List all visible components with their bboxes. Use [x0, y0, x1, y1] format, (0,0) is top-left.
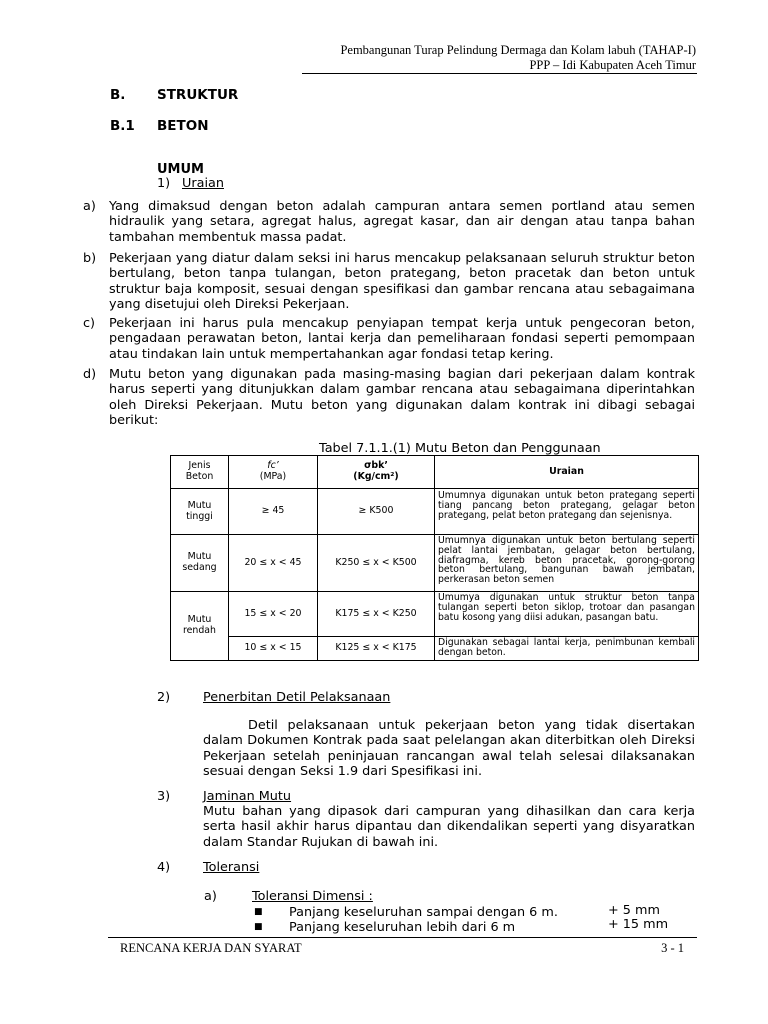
bullet-icon: ■	[254, 922, 263, 932]
header-uraian: Uraian	[435, 456, 699, 489]
row-jenis-line1: Mutu	[187, 499, 212, 511]
paragraph-d: Mutu beton yang digunakan pada masing-masing bagian dari pekerjaan dalam kontrak harus seperti yang ditunjukkan dalam gambar rencana atau sebagaimana diperintahkan oleh Direksi Pekerjaan. Mutu beton yang digunakan dalam kontrak ini dibagi sebagai berikut:	[109, 367, 695, 428]
umum-heading: UMUM	[157, 162, 204, 177]
row-uraian: Digunakan sebagai lantai kerja, penimbunan kembali dengan beton.	[435, 637, 699, 661]
header-location: PPP – Idi Kabupaten Aceh Timur	[529, 58, 696, 72]
item-4-number: 4)	[157, 860, 171, 875]
item-4-title: Toleransi	[203, 860, 260, 875]
header-jenis-beton	[171, 456, 229, 489]
row-fc: 15 ≤ x < 20	[229, 592, 318, 637]
footer-page-number: 3 - 1	[661, 941, 684, 955]
row-uraian: Umumnya digunakan untuk beton bertulang seperti pelat lantai jembatan, gelagar beton bertulang, diafragma, kereb beton pracetak, gorong-gorong beton bertulang, bangunan bawah jembatan, perkerasan beton semen	[435, 535, 699, 592]
header-rule	[302, 73, 697, 74]
tolerance-item-text: Panjang keseluruhan lebih dari 6 m	[289, 920, 516, 935]
table-row	[171, 637, 699, 661]
row-sbk: ≥ K500	[318, 489, 435, 535]
table-row	[171, 489, 699, 535]
row-jenis-line2: sedang	[182, 562, 217, 573]
paragraph-d-label: d)	[83, 367, 97, 382]
row-jenis-line2: rendah	[183, 625, 216, 636]
row-sbk: K125 ≤ x < K175	[318, 637, 435, 661]
tolerance-item-value: + 15 mm	[608, 917, 669, 932]
row-jenis	[171, 489, 229, 535]
header-fc	[229, 456, 318, 489]
tolerance-item-text: Panjang keseluruhan sampai dengan 6 m.	[289, 905, 558, 920]
bullet-icon: ■	[254, 907, 263, 917]
row-fc: 20 ≤ x < 45	[229, 535, 318, 592]
item-3-text: Mutu bahan yang dipasok dari campuran yang dihasilkan dan cara kerja serta hasil akhir harus dipantau dan dikendalikan seperti yang disyaratkan dalam Standar Rujukan di bawah ini.	[203, 804, 695, 850]
footer-document-title: RENCANA KERJA DAN SYARAT	[120, 941, 302, 955]
uraian-heading: Uraian	[182, 176, 224, 191]
paragraph-b: Pekerjaan yang diatur dalam seksi ini harus mencakup pelaksanaan seluruh struktur beton bertulang, beton tanpa tulangan, beton prategang, beton pracetak dan beton untuk struktur baja komposit, sesuai dengan spesifikasi dan gambar rencana atau sebagaimana yang disetujui oleh Direksi Pekerjaan.	[109, 251, 695, 312]
header-fc-line2: (MPa)	[259, 471, 287, 482]
section-title: STRUKTUR	[157, 87, 239, 103]
toleransi-a-label: a)	[204, 889, 217, 904]
table-caption: Tabel 7.1.1.(1) Mutu Beton dan Penggunaan	[319, 441, 601, 456]
footer-rule	[108, 937, 697, 938]
tolerance-item-value: + 5 mm	[608, 903, 660, 918]
row-uraian: Umumnya digunakan untuk beton prategang seperti tiang pancang beton prategang, gelagar beton prategang, pelat beton prategang dan sejenisnya.	[435, 489, 699, 535]
item-3-number: 3)	[157, 789, 171, 804]
row-jenis	[171, 535, 229, 592]
header-sbk-line2: (Kg/cm²)	[353, 471, 399, 482]
row-jenis	[171, 592, 229, 661]
item-2-text: Detil pelaksanaan untuk pekerjaan beton yang tidak disertakan dalam Dokumen Kontrak pada saat pelelangan akan diterbitkan oleh Direksi Pekerjaan setelah peninjauan rancangan awal telah selesai dilaksanakan sesuai dengan Seksi 1.9 dari Spesifikasi ini.	[203, 718, 695, 779]
subsection-number: B.1	[110, 118, 135, 134]
section-number: B.	[110, 87, 126, 103]
row-uraian: Umumya digunakan untuk struktur beton tanpa tulangan seperti beton siklop, trotoar dan pasangan batu kosong yang diisi adukan, pasangan batu.	[435, 592, 699, 637]
header-project-title: Pembangunan Turap Pelindung Dermaga dan Kolam labuh (TAHAP-I)	[340, 43, 696, 57]
header-sbk	[318, 456, 435, 489]
toleransi-dimensi-title: Toleransi Dimensi :	[252, 889, 373, 904]
item-2-title: Penerbitan Detil Pelaksanaan	[203, 690, 391, 705]
paragraph-c-label: c)	[83, 316, 96, 331]
paragraph-b-label: b)	[83, 251, 97, 266]
row-jenis-line1: Mutu	[187, 551, 212, 563]
header-jenis-line1: Jenis	[188, 460, 211, 472]
row-sbk: K250 ≤ x < K500	[318, 535, 435, 592]
row-fc: 10 ≤ x < 15	[229, 637, 318, 661]
header-sbk-line1: σbk’	[364, 460, 388, 472]
table-row	[171, 535, 699, 592]
table-header-row	[171, 456, 699, 489]
item-2-number: 2)	[157, 690, 171, 705]
paragraph-a-label: a)	[83, 199, 96, 214]
row-jenis-line1: Mutu	[187, 614, 212, 626]
subsection-title: BETON	[157, 118, 209, 134]
table-row	[171, 592, 699, 637]
row-jenis-line2: tinggi	[186, 510, 213, 522]
header-jenis-line2: Beton	[185, 471, 214, 482]
paragraph-c: Pekerjaan ini harus pula mencakup penyiapan tempat kerja untuk pengecoran beton, pengadaan perawatan beton, lantai kerja dan pemeliharaan fondasi seperti pemompaan atau tindakan lain untuk mempertahankan agar fondasi tetap kering.	[109, 316, 695, 362]
item-3-title: Jaminan Mutu	[203, 789, 292, 804]
row-sbk: K175 ≤ x < K250	[318, 592, 435, 637]
header-fc-line1: fc’	[267, 460, 279, 472]
paragraph-a: Yang dimaksud dengan beton adalah campuran antara semen portland atau semen hidraulik yang setara, agregat halus, agregat kasar, dan air dengan atau tanpa bahan tambahan membentuk massa padat.	[109, 199, 695, 245]
uraian-number: 1)	[157, 176, 171, 191]
concrete-quality-table	[170, 455, 699, 661]
row-fc: ≥ 45	[229, 489, 318, 535]
